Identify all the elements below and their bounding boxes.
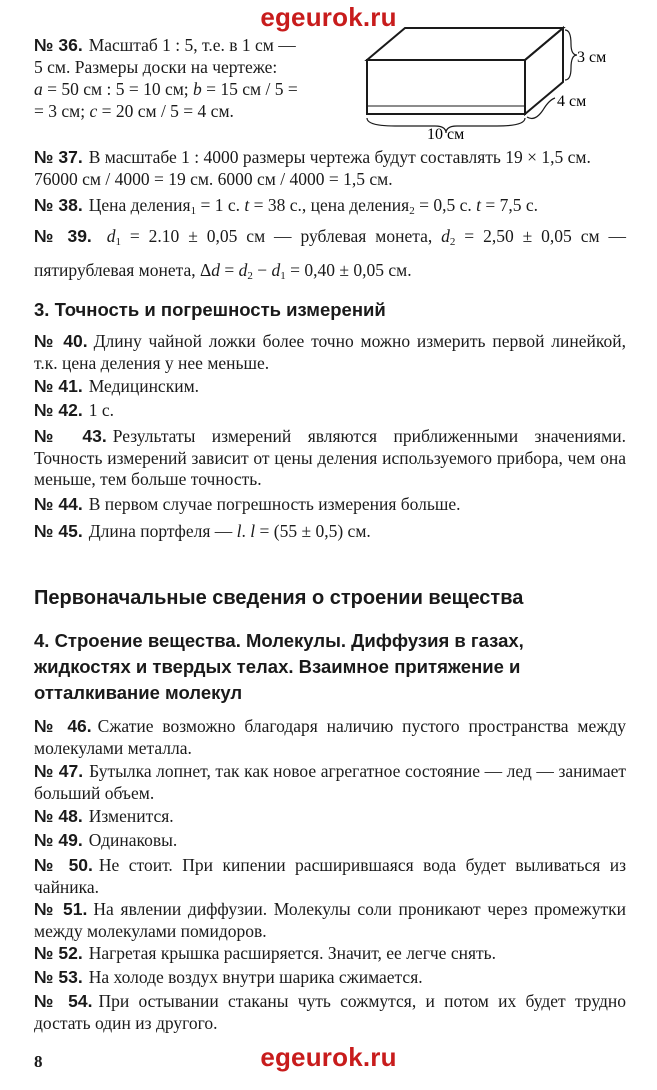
problem-number: № 48. xyxy=(34,806,83,826)
problem-number: № 41. xyxy=(34,376,83,396)
problem-number: № 50. xyxy=(34,855,93,875)
problem-40: № 40. Длину чайной ложки более точно можно измерить первой линейкой, т.к. цена деления у нее меньше. xyxy=(34,331,626,373)
watermark-bottom[interactable]: egeurok.ru xyxy=(260,1042,397,1072)
problem-number: № 39. xyxy=(34,226,92,246)
length-label: 10 см xyxy=(427,126,465,142)
problem-number: № 38. xyxy=(34,195,83,215)
problem-number: № 37. xyxy=(34,147,83,167)
problem-number: № 53. xyxy=(34,967,83,987)
box-top-face xyxy=(367,28,563,60)
problem-41: № 41. Медицинским. xyxy=(34,376,200,396)
problem-42: № 42. 1 с. xyxy=(34,400,114,420)
problem-number: № 46. xyxy=(34,716,92,736)
problem-44: № 44. В первом случае погрешность измерения больше. xyxy=(34,494,461,514)
problem-number: № 43. xyxy=(34,426,107,446)
watermark-top[interactable]: egeurok.ru xyxy=(260,2,397,32)
problem-52: № 52. Нагретая крышка расширяется. Значит, ее легче снять. xyxy=(34,943,497,963)
problem-51: № 51. На явлении диффузии. Молекулы соли проникают через промежутки между молекулами помидоров. xyxy=(34,899,626,941)
problem-46: № 46. Сжатие возможно благодаря наличию пустого пространства между молекулами металла. xyxy=(34,716,626,758)
problem-47: № 47. Бутылка лопнет, так как новое агрегатное состояние — лед — занимает больший объем. xyxy=(34,761,627,803)
problem-number: № 47. xyxy=(34,761,84,781)
problem-number: № 51. xyxy=(34,899,88,919)
section-4-heading: 4. Строение вещества. Молекулы. Диффузия в газах, жидкостях и твердых телах. Взаимное притяжение и отталкивание молекул xyxy=(34,630,524,703)
page-number: 8 xyxy=(34,1052,43,1071)
problem-number: № 44. xyxy=(34,494,83,514)
problem-number: № 36. xyxy=(34,35,83,55)
board-figure xyxy=(355,22,635,142)
problem-number: № 52. xyxy=(34,943,83,963)
problem-53: № 53. На холоде воздух внутри шарика сжимается. xyxy=(34,967,423,987)
chapter-heading: Первоначальные сведения о строении вещества xyxy=(34,587,524,609)
problem-49: № 49. Одинаковы. xyxy=(34,830,178,850)
problem-39: № 39. $d_1 = 2.10 \pm 0,05$ см — рублевая монета, $d_2 = 2,50 \pm 0,05$ см — пятирублевая монета, $\Delta d = d_2 - d_1 = 0,40 \pm 0,05$ см. xyxy=(34,226,626,282)
height-brace xyxy=(565,30,577,80)
problem-43: № 43. Результаты измерений являются приближенными значениями. Точность измерений зависит от цены деления используемого прибора, чем она меньше, тем больше точность. xyxy=(34,426,626,489)
problem-number: № 54. xyxy=(34,991,93,1011)
problem-number: № 45. xyxy=(34,521,83,541)
problem-number: № 40. xyxy=(34,331,88,351)
problem-37: № 37. В масштабе 1 : 4000 размеры чертежа будут составлять 19 × 1,5 см. 76000 см / 4000 = 19 см. 6000 см / 4000 = 1,5 см. xyxy=(34,147,591,189)
problem-45: № 45. Длина портфеля — l. l = (55 ± 0,5) см. xyxy=(34,521,371,541)
section-3-heading: 3. Точность и погрешность измерений xyxy=(34,299,386,320)
problem-50: № 50. Не стоит. При кипении расширившаяся вода будет выливаться из чайника. xyxy=(34,855,627,897)
problem-number: № 49. xyxy=(34,830,83,850)
depth-label: 4 см xyxy=(557,93,587,110)
problem-38: № 38. Цена деления$_1$ = 1 с. t = 38 с., цена деления$_2$ = 0,5 с. t = 7,5 с. xyxy=(34,195,538,217)
height-label: 3 см xyxy=(577,49,607,66)
problem-54: № 54. При остывании стаканы чуть сожмутся, и потом их будет трудно достать один из другого. xyxy=(34,991,626,1033)
problem-48: № 48. Изменится. xyxy=(34,806,174,826)
problem-36: № 36. Масштаб 1 : 5, т.е. в 1 см — 5 см. Размеры доски на чертеже: a = 50 см : 5 = 10 см; b = 15 см / 5 = = 3 см; c = 20 см / 5 = 4 см. xyxy=(34,35,298,121)
problem-number: № 42. xyxy=(34,400,83,420)
